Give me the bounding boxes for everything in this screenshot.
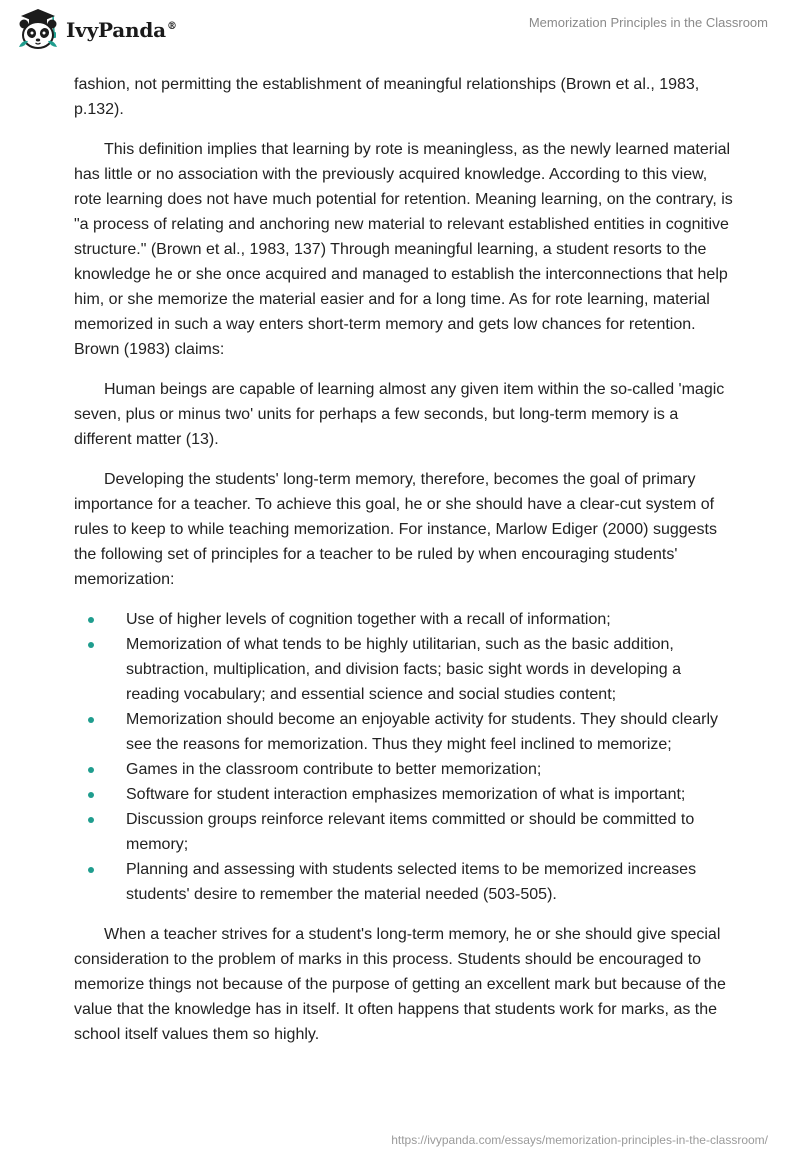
paragraph-continued: fashion, not permitting the establishment of meaningful relationships (Brown et al., 1983, p.132). (74, 76, 700, 118)
list-item (74, 857, 734, 907)
list-item-text: Memorization of what tends to be highly utilitarian, such as the basic addition, subtraction, multiplication, and division facts; basic sight words in developing a reading vocabulary; and essential science and social studies content; (126, 636, 681, 703)
block-quote: Human beings are capable of learning almost any given item within the so-called 'magic seven, plus or minus two' units for perhaps a few seconds, but long-term memory is a different matter (13). (74, 381, 725, 448)
list-item (74, 632, 734, 707)
registered-mark: ® (166, 21, 177, 33)
paragraph-marks: When a teacher strives for a student's long-term memory, he or she should give special consideration to the problem of marks in this process. Students should be encouraged to memorize things not because of the purpose of getting an excellent mark but because of the value that the knowledge has in itself. It often happens that students work for marks, as the school itself values them so highly. (74, 926, 726, 1043)
page-header (0, 0, 800, 60)
paragraph-long-term-memory: Developing the students' long-term memory, therefore, becomes the goal of primary importance for a teacher. To achieve this goal, he or she should have a clear-cut system of rules to keep to while teaching memorization. For instance, Marlow Ediger (2000) suggests the following set of principles for a teacher to be ruled by when encouraging students' memorization: (74, 471, 717, 588)
panda-graduate-icon (16, 7, 60, 51)
paragraph-rote-learning: This definition implies that learning by rote is meaningless, as the newly learned material has little or no association with the previously acquired knowledge. According to this view, rote learning does not have much potential for retention. Meaning learning, on the contrary, is "a process of relating and anchoring new material to relevant established entities in cognitive structure." (Brown et al., 1983, 137) Through meaningful learning, a student resorts to the knowledge he or she once acquired and managed to establish the interconnections that help him, or she memorize the material easier and for a long time. As for rote learning, material memorized in such a way enters short-term memory and gets low chances for retention. Brown (1983) claims: (74, 141, 733, 358)
bullet-dot-icon (88, 767, 94, 773)
brand-logo[interactable] (16, 7, 177, 51)
list-item-text: Use of higher levels of cognition together with a recall of information; (126, 611, 611, 628)
list-item-text: Memorization should become an enjoyable activity for students. They should clearly see the reasons for memorization. Thus they might feel inclined to memorize; (126, 711, 719, 753)
list-item (74, 807, 734, 857)
list-item (74, 757, 734, 782)
list-item-text: Planning and assessing with students selected items to be memorized increases students' desire to remember the material needed (503-505). (126, 861, 697, 903)
principles-list (74, 607, 734, 907)
source-url-link[interactable]: https://ivypanda.com/essays/memorization-principles-in-the-classroom/ (391, 1133, 768, 1147)
essay-content (74, 72, 734, 1062)
list-item-text: Games in the classroom contribute to better memorization; (126, 761, 542, 778)
brand-name: IvyPanda® (66, 18, 177, 42)
bullet-dot-icon (88, 642, 94, 648)
bullet-dot-icon (88, 867, 94, 873)
list-item-text: Software for student interaction emphasizes memorization of what is important; (126, 786, 686, 803)
bullet-dot-icon (88, 617, 94, 623)
list-item (74, 782, 734, 807)
bullet-dot-icon (88, 817, 94, 823)
list-item (74, 607, 734, 632)
list-item (74, 707, 734, 757)
bullet-dot-icon (88, 717, 94, 723)
bullet-dot-icon (88, 792, 94, 798)
document-title: Memorization Principles in the Classroom (528, 15, 768, 30)
list-item-text: Discussion groups reinforce relevant items committed or should be committed to memory; (126, 811, 695, 853)
